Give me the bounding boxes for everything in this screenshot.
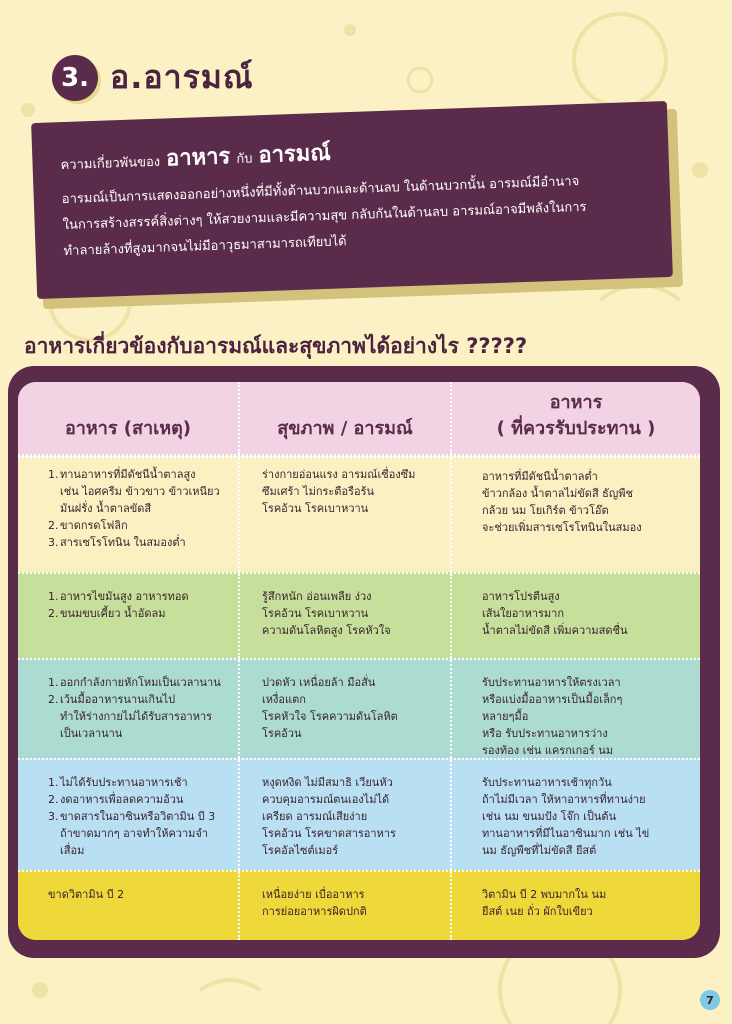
table-header-row [18,382,700,456]
table-row [18,870,700,940]
food-line: รับประทานอาหารเช้าทุกวัน [482,776,612,789]
effect-line: ร่างกายอ่อนแรง อารมณ์เซื่องซึม [262,468,416,481]
food-line: เช่น นม ขนมปัง โจ๊ก เป็นต้น [482,810,617,823]
cause-item [48,674,230,691]
cause-item [48,808,230,859]
food-line: จะช่วยเพิ่มสารเซโรโทนินในสมอง [482,521,642,534]
effect-line: ควบคุมอารมณ์ตนเองไม่ได้ [262,793,390,806]
effect-line: รู้สึกหนัก อ่อนเพลีย ง่วง [262,590,372,603]
cause-line: เสื่อม [60,844,85,857]
section-title: อ.อารมณ์ [110,58,254,96]
food-line: รองท้อง เช่น แครกเกอร์ นม [482,744,614,757]
food-line: ถ้าไม่มีเวลา ให้หาอาหารที่ทานง่าย [482,793,646,806]
banner-prefix: ความเกี่ยวพันของ [60,154,161,174]
effect-line: โรคอ้วน โรคเบาหวาน [262,607,369,620]
food-cell [450,760,700,870]
cause-text [60,605,165,622]
banner-word-food: อาหาร [165,144,231,172]
effect-line: เครียด อารมณ์เสียง่าย [262,810,368,823]
cause-text [60,791,183,808]
cause-line: สารเซโรโทนิน ในสมองต่ำ [60,536,186,549]
effect-line: ปวดหัว เหนื่อยล้า มือสั่น [262,676,376,689]
cause-text [60,466,220,517]
cause-line: งดอาหารเพื่อลดความอ้วน [60,793,184,806]
header-food-text [497,390,656,442]
banner-body [61,167,643,265]
cause-line: ขาดสารในอาซินหรือวิตามิน บี 3 [60,810,216,823]
effect-line: การย่อยอาหารผิดปกติ [262,905,367,918]
cause-line: ทานอาหารที่มีดัชนีน้ำตาลสูง [60,468,196,481]
effect-line: โรคอัลไซต์เมอร์ [262,844,339,857]
food-line: น้ำตาลไม่ขัดสี เพิ่มความสดชื่น [482,624,628,637]
banner-with: กับ [236,151,253,168]
banner-word-emotion: อารมณ์ [257,140,332,169]
cause-number: 1. [48,676,59,689]
cause-item [48,791,230,808]
cause-line: อาหารไขมันสูง อาหารทอด [60,590,189,603]
table-row [18,572,700,658]
cause-text [60,774,188,791]
food-cell [450,872,700,940]
cause-cell [18,660,238,758]
cause-line: ไม่ได้รับประทานอาหารเช้า [60,776,188,789]
cause-cell [18,872,238,940]
section-heading [52,52,254,103]
effect-line: ซึมเศร้า ไม่กระตือรือร้น [262,485,374,498]
food-line: วิตามิน บี 2 พบมากใน นม [482,888,607,901]
effect-line: เหนื่อยง่าย เบื่ออาหาร [262,888,365,901]
effect-line: เหงื่อแตก [262,693,306,706]
cause-text [60,588,189,605]
table-row [18,758,700,870]
food-line: เส้นใยอาหารมาก [482,607,565,620]
effect-cell [238,760,450,870]
banner-line: อารมณ์เป็นการแสดงออกอย่างหนึ่งที่มีทั้งด้านบวกและด้านลบ ในด้านบวกนั้น อารมณ์มีอำนาจ [61,174,580,208]
header-cell-effect [238,382,450,454]
effect-line: โรคอ้วน โรคเบาหวาน [262,502,369,515]
cause-number: 1. [48,776,59,789]
cause-number: 2. [48,693,59,706]
food-line: ทานอาหารที่มีไนอาซินมาก เช่น ไข่ [482,827,650,840]
table-row [18,456,700,572]
header-cell-food [450,382,700,454]
cause-item [48,517,230,534]
page-number: 7 [700,990,720,1010]
cause-cell [18,760,238,870]
effect-line: โรคอ้วน โรคขาดสารอาหาร [262,827,396,840]
cause-number: 2. [48,793,59,806]
food-cell [450,660,700,758]
cause-line: ขนมขบเคี้ยว น้ำอัดลม [60,607,166,620]
cause-line: ทำให้ร่างกายไม่ได้รับสารอาหาร [60,710,213,723]
cause-number: 1. [48,468,59,481]
food-line: นม ธัญพืชที่ไม่ขัดสี ยีสต์ [482,844,597,857]
banner-line: ทำลายล้างที่สูงมากจนไม่มีอาวุธมาสามารถเทียบได้ [63,234,347,260]
food-line: ข้าวกล้อง น้ำตาลไม่ขัดสี ธัญพืช [482,487,633,500]
cause-text [60,691,212,742]
cause-line: เว้นมื้ออาหารนานเกินไป [60,693,176,706]
cause-line: เป็นเวลานาน [60,727,123,740]
banner-line: ในการสร้างสรรค์สิ่งต่างๆ ให้สวยงามและมีความสุข กลับกันในด้านลบ อารมณ์อาจมีพลังในการ [62,199,587,234]
cause-number: 1. [48,590,59,603]
cause-cell [18,458,238,572]
header-food-line: อาหาร [549,392,603,413]
cause-text [60,808,215,859]
cause-item [48,466,230,517]
food-line: ยีสต์ เนย ถั่ว ผักใบเขียว [482,905,593,918]
cause-line: ออกกำลังกายหักโหมเป็นเวลานาน [60,676,221,689]
header-effect-text: สุขภาพ / อารมณ์ [277,418,413,439]
food-line: รับประทานอาหารให้ตรงเวลา [482,676,621,689]
cause-item [48,691,230,742]
cause-line: ถ้าขาดมากๆ อาจทำให้ความจำ [60,827,209,840]
effect-line: โรคหัวใจ โรคความดันโลหิต [262,710,398,723]
cause-number: 3. [48,810,59,823]
effect-cell [238,574,450,658]
cause-line: มันฝรั่ง น้ำตาลขัดสี [60,502,152,515]
food-line: หลายๆมื้อ [482,710,529,723]
cause-item [48,886,230,903]
cause-text [48,886,124,903]
question-heading: อาหารเกี่ยวข้องกับอารมณ์และสุขภาพได้อย่างไร ????? [24,334,528,358]
cause-number: 2. [48,519,59,532]
cause-line: ขาดกรดโฟลิก [60,519,128,532]
cause-item [48,605,230,622]
header-food-subline: ( ที่ควรรับประทาน ) [496,418,656,439]
cause-line: ขาดวิตามิน บี 2 [48,888,125,901]
cause-number: 3. [48,536,59,549]
food-line: หรือแบ่งมื้ออาหารเป็นมื้อเล็กๆ [482,693,623,706]
table-row [18,658,700,758]
effect-line: หงุดหงิด ไม่มีสมาธิ เวียนหัว [262,776,393,789]
food-cell [450,574,700,658]
cause-cell [18,574,238,658]
effect-cell [238,458,450,572]
header-cell-cause [18,382,238,454]
section-number-badge: 3. [52,55,98,101]
cause-item [48,774,230,791]
cause-item [48,534,230,551]
cause-text [60,674,221,691]
cause-item [48,588,230,605]
cause-number: 2. [48,607,59,620]
food-line: หรือ รับประทานอาหารว่าง [482,727,608,740]
food-cell [450,458,700,572]
header-cause-text: อาหาร (สาเหตุ) [64,418,192,439]
cause-text [60,517,128,534]
effect-line: โรคอ้วน [262,727,302,740]
intro-banner [31,101,673,299]
food-emotion-table [18,382,700,940]
food-line: กล้วย นม โยเกิร์ต ข้าวโอ๊ต [482,504,609,517]
effect-cell [238,872,450,940]
effect-line: ความดันโลหิตสูง โรคหัวใจ [262,624,391,637]
cause-text [60,534,186,551]
food-line: อาหารโปรตีนสูง [482,590,560,603]
food-line: อาหารที่มีดัชนีน้ำตาลต่ำ [482,470,598,483]
cause-line: เช่น ไอศครีม ข้าวขาว ข้าวเหนียว [60,485,220,498]
effect-cell [238,660,450,758]
